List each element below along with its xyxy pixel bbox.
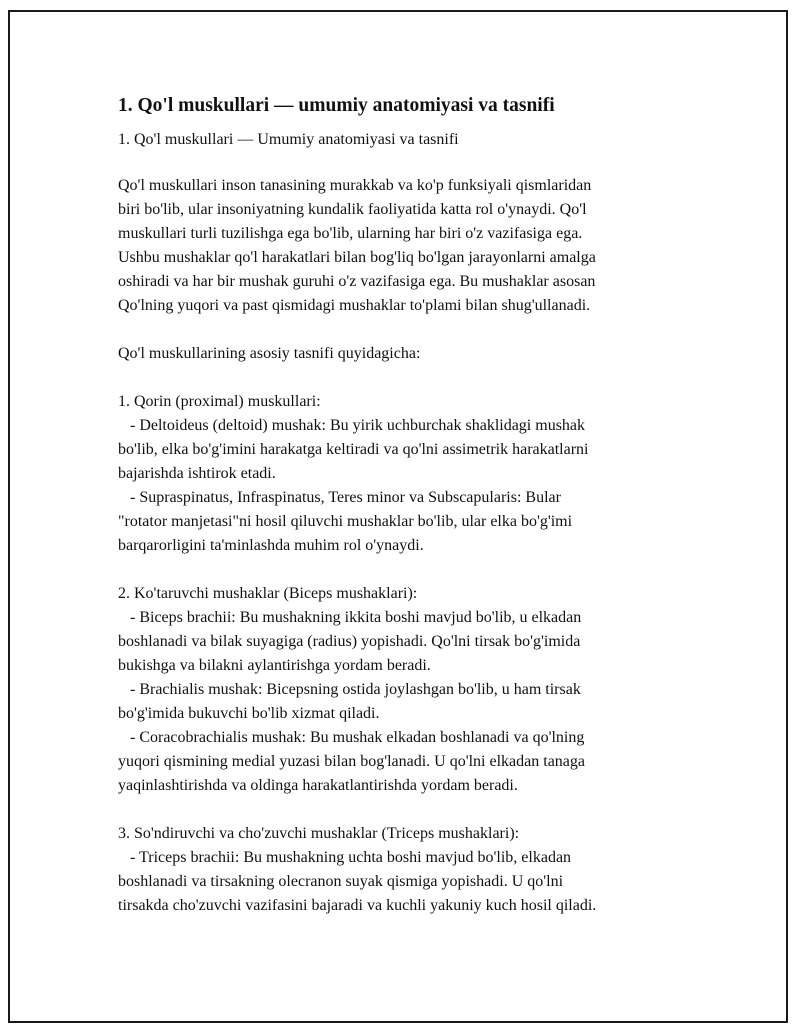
text-line: - Deltoideus (deltoid) mushak: Bu yirik uchburchak shaklidagi mushak xyxy=(118,417,586,434)
text-line: tirsakda cho'zuvchi vazifasini bajaradi va kuchli yakuniy kuch hosil qiladi. xyxy=(118,897,597,914)
section-heading: 2. Ko'taruvchi mushaklar (Biceps mushaklari): xyxy=(118,585,418,602)
text-line: barqarorligini ta'minlashda muhim rol o'ynaydi. xyxy=(118,537,424,554)
text-line: oshiradi va har bir mushak guruhi o'z vazifasiga ega. Bu mushaklar asosan xyxy=(118,273,596,290)
section-heading: 1. Qorin (proximal) muskullari: xyxy=(118,393,321,410)
text-line: bo'lib, elka bo'g'imini harakatga keltiradi va qo'lni assimetrik harakatlarni xyxy=(118,441,589,458)
text-line: yuqori qismining medial yuzasi bilan bog'lanadi. U qo'lni elkadan tanaga xyxy=(118,753,585,770)
section-heading: 3. So'ndiruvchi va cho'zuvchi mushaklar (Triceps mushaklari): xyxy=(118,825,520,842)
text-line: bajarishda ishtirok etadi. xyxy=(118,465,276,482)
text-line: Qo'lning yuqori va past qismidagi mushaklar to'plami bilan shug'ullanadi. xyxy=(118,297,591,314)
text-line: - Supraspinatus, Infraspinatus, Teres minor va Subscapularis: Bular xyxy=(118,489,561,506)
document-body xyxy=(118,92,678,942)
classification-intro: Qo'l muskullarining asosiy tasnifi quyidagicha: xyxy=(118,345,421,362)
text-line: bo'g'imida bukuvchi bo'lib xizmat qiladi. xyxy=(118,705,380,722)
text-line: Ushbu mushaklar qo'l harakatlari bilan bog'liq bo'lgan jarayonlarni amalga xyxy=(118,249,596,266)
intro-paragraph xyxy=(118,174,678,318)
document-subtitle: 1. Qo'l muskullari — Umumiy anatomiyasi va tasnifi xyxy=(118,131,459,148)
text-line: - Coracobrachialis mushak: Bu mushak elkadan boshlanadi va qo'lning xyxy=(118,729,585,746)
section-proximal-muscles xyxy=(118,390,678,558)
text-line: "rotator manjetasi"ni hosil qiluvchi mushaklar bo'lib, ular elka bo'g'imi xyxy=(118,513,573,530)
text-line: bukishga va bilakni aylantirishga yordam beradi. xyxy=(118,657,431,674)
text-line: biri bo'lib, ular insoniyatning kundalik faoliyatida katta rol o'ynaydi. Qo'l xyxy=(118,201,587,218)
text-line: boshlanadi va bilak suyagiga (radius) yopishadi. Qo'lni tirsak bo'g'imida xyxy=(118,633,581,650)
text-line: boshlanadi va tirsakning olecranon suyak qismiga yopishadi. U qo'lni xyxy=(118,873,564,890)
text-line: yaqinlashtirishda va oldinga harakatlantirishda yordam beradi. xyxy=(118,777,518,794)
text-line: muskullari turli tuzilishga ega bo'lib, ularning har biri o'z vazifasiga ega. xyxy=(118,225,583,242)
text-line: - Biceps brachii: Bu mushakning ikkita boshi mavjud bo'lib, u elkadan xyxy=(118,609,582,626)
section-biceps-muscles xyxy=(118,582,678,798)
document-title: 1. Qo'l muskullari — umumiy anatomiyasi va tasnifi xyxy=(118,95,555,116)
text-line: - Triceps brachii: Bu mushakning uchta boshi mavjud bo'lib, elkadan xyxy=(118,849,572,866)
section-triceps-muscles xyxy=(118,822,678,918)
text-line: Qo'l muskullari inson tanasining murakkab va ko'p funksiyali qismlaridan xyxy=(118,177,592,194)
text-line: - Brachialis mushak: Bicepsning ostida joylashgan bo'lib, u ham tirsak xyxy=(118,681,581,698)
